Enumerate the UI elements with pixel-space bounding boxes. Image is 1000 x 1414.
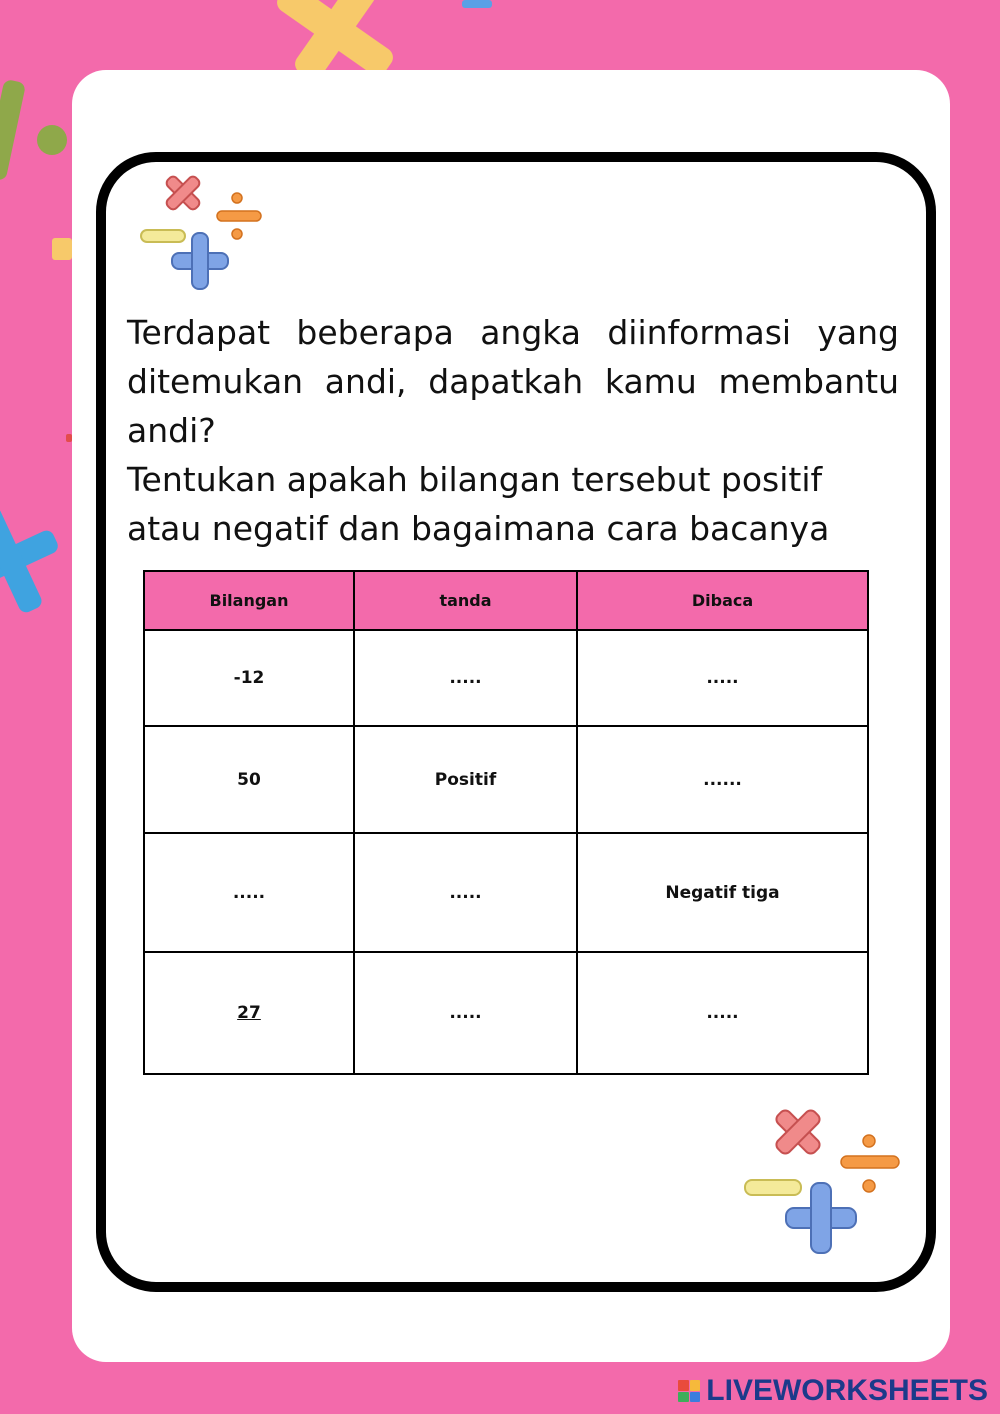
cell-tanda-answer[interactable]: ..... — [354, 630, 577, 726]
instruction-paragraph-2: Tentukan apakah bilangan tersebut positif atau negatif dan bagaimana cara bacanya — [127, 460, 830, 548]
cell-tanda-answer[interactable]: ..... — [354, 833, 577, 952]
math-symbols-icon — [738, 1098, 908, 1258]
cell-bilangan: -12 — [144, 630, 354, 726]
table-row — [144, 952, 868, 1074]
green-percent-icon — [0, 79, 67, 181]
cell-tanda-answer[interactable]: ..... — [354, 952, 577, 1074]
math-symbols-icon — [136, 166, 276, 296]
cell-dibaca-answer[interactable]: ..... — [577, 630, 868, 726]
instruction-text — [127, 308, 899, 553]
logo-badge-icon — [678, 1380, 700, 1402]
number-table — [143, 570, 869, 1075]
cell-bilangan-answer[interactable]: ..... — [144, 833, 354, 952]
cell-dibaca: Negatif tiga — [577, 833, 868, 952]
cell-dibaca-answer[interactable]: ..... — [577, 952, 868, 1074]
table-row — [144, 630, 868, 726]
table-row — [144, 833, 868, 952]
header-bilangan: Bilangan — [144, 571, 354, 630]
liveworksheets-logo — [678, 1374, 988, 1408]
instruction-paragraph-1: Terdapat beberapa angka diinformasi yang ditemukan andi, dapatkah kamu membantu andi? — [127, 313, 899, 450]
cell-bilangan: 27 — [144, 952, 354, 1074]
cell-tanda: Positif — [354, 726, 577, 833]
table-row — [144, 726, 868, 833]
blue-dash-icon — [462, 0, 492, 8]
header-tanda: tanda — [354, 571, 577, 630]
header-dibaca: Dibaca — [577, 571, 868, 630]
yellow-dash-icon — [52, 238, 72, 260]
cell-dibaca-answer[interactable]: ...... — [577, 726, 868, 833]
cell-bilangan: 50 — [144, 726, 354, 833]
table-header-row — [144, 571, 868, 630]
blue-times-icon — [0, 489, 79, 631]
logo-text: LIVEWORKSHEETS — [706, 1374, 988, 1407]
